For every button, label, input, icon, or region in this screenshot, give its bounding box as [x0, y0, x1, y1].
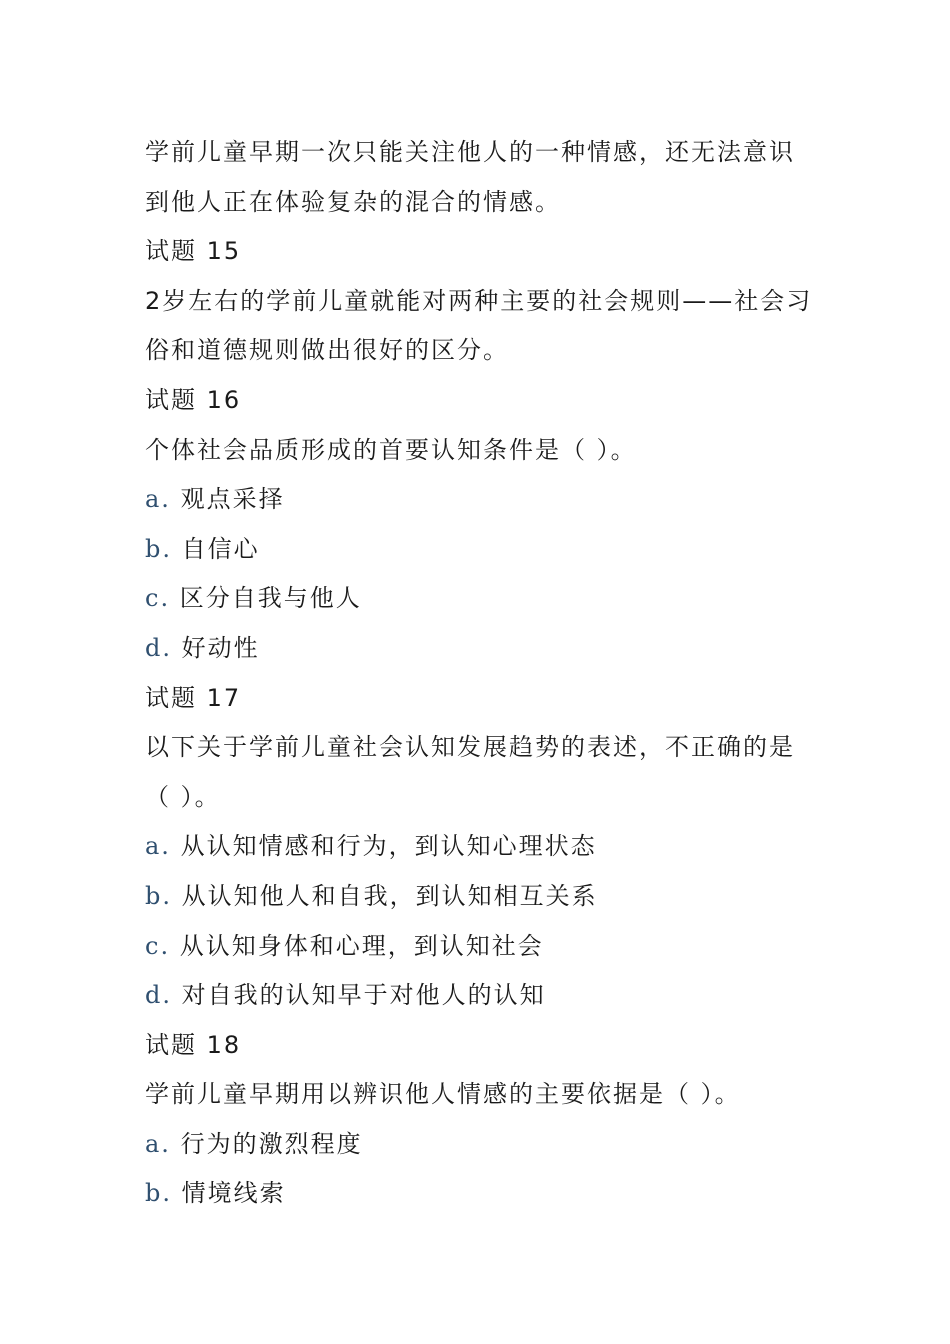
answer-option-b [145, 1169, 825, 1219]
answer-option-d [145, 624, 825, 674]
answer-option-a [145, 1120, 825, 1170]
question-heading-16: 试题 16 [145, 385, 242, 414]
question-stem: 个体社会品质形成的首要认知条件是（ ）。 [145, 435, 637, 464]
option-text: 自信心 [181, 534, 260, 563]
answer-option-a [145, 475, 825, 525]
question-heading-17: 试题 17 [145, 683, 242, 712]
question-heading-15: 试题 15 [145, 237, 242, 266]
option-letter: b. [145, 534, 172, 563]
option-letter: b. [145, 881, 172, 910]
option-letter: a. [145, 832, 171, 861]
option-letter: d. [145, 981, 172, 1010]
paragraph-line: 学前儿童早期一次只能关注他人的一种情感，还无法意识 [145, 138, 795, 166]
option-letter: c. [145, 931, 171, 960]
question-statement: 俗和道德规则做出很好的区分。 [145, 336, 509, 365]
paragraph-line: 到他人正在体验复杂的混合的情感。 [145, 187, 561, 216]
answer-option-a [145, 822, 825, 872]
option-letter: b. [145, 1179, 172, 1208]
option-letter: a. [145, 485, 171, 514]
question-stem: 学前儿童早期用以辨识他人情感的主要依据是（ ）。 [145, 1080, 741, 1109]
question-heading-18: 试题 18 [145, 1030, 242, 1059]
option-text: 情境线索 [181, 1179, 286, 1208]
option-text: 从认知他人和自我，到认知相互关系 [181, 881, 598, 910]
option-text: 区分自我与他人 [179, 584, 362, 613]
answer-option-d [145, 971, 825, 1021]
answer-option-c [145, 922, 825, 972]
answer-option-b [145, 525, 825, 575]
document-page [145, 128, 825, 1219]
option-letter: a. [145, 1129, 171, 1158]
question-statement: 2岁左右的学前儿童就能对两种主要的社会规则——社会习 [145, 286, 813, 315]
question-stem: 以下关于学前儿童社会认知发展趋势的表述，不正确的是 [145, 733, 795, 762]
option-letter: d. [145, 633, 172, 662]
question-stem: （ ）。 [145, 782, 221, 811]
option-text: 从认知身体和心理，到认知社会 [179, 931, 544, 960]
option-text: 从认知情感和行为，到认知心理状态 [180, 832, 597, 861]
option-text: 对自我的认知早于对他人的认知 [181, 981, 546, 1010]
option-letter: c. [145, 584, 171, 613]
option-text: 观点采择 [180, 485, 285, 514]
answer-option-b [145, 872, 825, 922]
option-text: 行为的激烈程度 [180, 1129, 363, 1158]
answer-option-c [145, 574, 825, 624]
option-text: 好动性 [181, 633, 260, 662]
